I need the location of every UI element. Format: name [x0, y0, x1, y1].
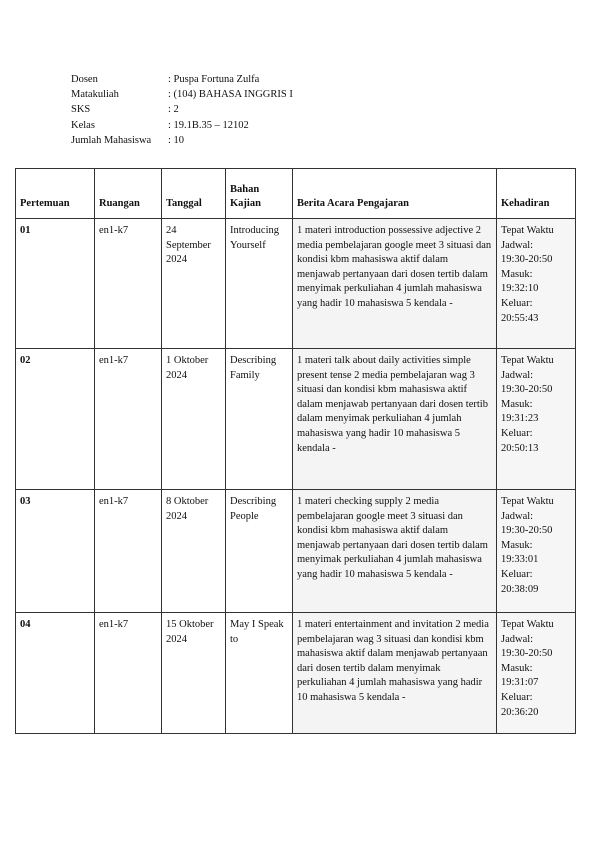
- header-bahan-kajian: Bahan Kajian: [226, 169, 293, 219]
- info-label: Dosen: [71, 74, 98, 85]
- table-row: [16, 349, 576, 490]
- cell-berita-acara: 1 materi talk about daily activities simple present tense 2 media pembelajaran wag 3 situasi dan kondisi kbm mahasiswa aktif dalam menjawab pertanyaan dari dosen tertib dalam menyimak perkuliahan 4 jumlah mahasiswa yang hadir 10 mahasiswa 5 kendala -: [293, 349, 497, 490]
- cell-pertemuan: 03: [16, 490, 95, 613]
- info-label: Matakuliah: [71, 89, 119, 101]
- kehadiran-masuk-value: 19:31:07: [501, 677, 539, 689]
- kehadiran-jadwal-value: 19:30-20:50: [501, 384, 553, 396]
- cell-bahan-kajian: Describing Family: [226, 349, 293, 490]
- cell-kehadiran: [497, 613, 576, 734]
- kehadiran-keluar-label: Keluar:: [501, 297, 533, 309]
- kehadiran-jadwal-value: 19:30-20:50: [501, 525, 553, 537]
- info-label: Kelas: [71, 119, 95, 131]
- cell-berita-acara: 1 materi checking supply 2 media pembelajaran google meet 3 situasi dan kondisi kbm mahasiswa aktif dalam menjawab pertanyaan dari dosen tertib dalam menyimak perkuliahan 4 jumlah mahasiswa yang hadir 10 mahasiswa 5 kendala -: [293, 490, 497, 613]
- table-row: [16, 613, 576, 734]
- cell-tanggal: 24 September 2024: [162, 219, 226, 349]
- kehadiran-masuk-value: 19:33:01: [501, 554, 539, 566]
- cell-kehadiran: [497, 490, 576, 613]
- kehadiran-keluar-value: 20:38:09: [501, 583, 539, 595]
- info-row-dosen: [71, 72, 293, 87]
- header-ruangan: Ruangan: [95, 169, 162, 219]
- kehadiran-keluar-label: Keluar:: [501, 568, 533, 580]
- header-kehadiran: Kehadiran: [497, 169, 576, 219]
- kehadiran-jadwal-label: Jadwal:: [501, 633, 534, 645]
- cell-berita-acara: 1 materi entertainment and invitation 2 media pembelajaran wag 3 situasi dan kondisi kbm mahasiswa aktif dalam menjawab pertanyaan dari dosen tertib dalam menyimak perkuliahan 4 jumlah mahasiswa yang hadir 10 mahasiswa 5 kendala -: [293, 613, 497, 734]
- attendance-table: [15, 168, 576, 734]
- kehadiran-masuk-value: 19:32:10: [501, 283, 539, 295]
- kehadiran-keluar-label: Keluar:: [501, 427, 533, 439]
- info-row-jumlah-mahasiswa: [71, 133, 293, 148]
- kehadiran-jadwal-value: 19:30-20:50: [501, 254, 553, 266]
- kehadiran-jadwal-value: 19:30-20:50: [501, 648, 553, 660]
- course-info: [71, 72, 293, 148]
- kehadiran-status: Tepat Waktu: [501, 619, 554, 630]
- kehadiran-jadwal-label: Jadwal:: [501, 510, 534, 522]
- cell-ruangan: en1-k7: [95, 219, 162, 349]
- kehadiran-keluar-value: 20:55:43: [501, 312, 539, 324]
- kehadiran-keluar-value: 20:36:20: [501, 706, 539, 718]
- info-value: : 2: [168, 104, 179, 116]
- kehadiran-masuk-value: 19:31:23: [501, 413, 539, 425]
- cell-bahan-kajian: Describing People: [226, 490, 293, 613]
- info-value: : 10: [168, 134, 185, 146]
- kehadiran-masuk-label: Masuk:: [501, 398, 533, 410]
- info-label: SKS: [71, 104, 91, 116]
- cell-pertemuan: 02: [16, 349, 95, 490]
- header-berita-acara: Berita Acara Pengajaran: [293, 169, 497, 219]
- kehadiran-status: Tepat Waktu: [501, 496, 554, 507]
- info-value: : 19.1B.35 – 12102: [168, 119, 249, 131]
- info-value: : (104) BAHASA INGGRIS I: [168, 89, 293, 101]
- cell-tanggal: 1 Oktober 2024: [162, 349, 226, 490]
- cell-kehadiran: [497, 349, 576, 490]
- info-row-matakuliah: [71, 87, 293, 102]
- kehadiran-status: Tepat Waktu: [501, 355, 554, 366]
- info-label: Jumlah Mahasiswa: [71, 134, 152, 146]
- kehadiran-jadwal-label: Jadwal:: [501, 239, 534, 251]
- cell-tanggal: 15 Oktober 2024: [162, 613, 226, 734]
- cell-bahan-kajian: May I Speak to: [226, 613, 293, 734]
- cell-bahan-kajian: Introducing Yourself: [226, 219, 293, 349]
- kehadiran-masuk-label: Masuk:: [501, 268, 533, 280]
- table-header-row: [16, 169, 576, 219]
- cell-tanggal: 8 Oktober 2024: [162, 490, 226, 613]
- cell-ruangan: en1-k7: [95, 490, 162, 613]
- header-pertemuan: Pertemuan: [16, 169, 95, 219]
- kehadiran-keluar-label: Keluar:: [501, 691, 533, 703]
- kehadiran-keluar-value: 20:50:13: [501, 442, 539, 454]
- cell-pertemuan: 01: [16, 219, 95, 349]
- info-row-kelas: [71, 118, 293, 133]
- cell-kehadiran: [497, 219, 576, 349]
- kehadiran-status: Tepat Waktu: [501, 225, 554, 236]
- table-row: [16, 490, 576, 613]
- cell-berita-acara: 1 materi introduction possessive adjective 2 media pembelajaran google meet 3 situasi dan kondisi kbm mahasiswa aktif dalam menjawab pertanyaan dari dosen tertib dalam menyimak perkuliahan 4 jumlah mahasiswa yang hadir 10 mahasiswa 5 kendala -: [293, 219, 497, 349]
- kehadiran-masuk-label: Masuk:: [501, 539, 533, 551]
- kehadiran-masuk-label: Masuk:: [501, 662, 533, 674]
- cell-ruangan: en1-k7: [95, 613, 162, 734]
- table-row: [16, 219, 576, 349]
- info-row-sks: [71, 102, 293, 117]
- info-value: : Puspa Fortuna Zulfa: [168, 74, 260, 85]
- cell-pertemuan: 04: [16, 613, 95, 734]
- kehadiran-jadwal-label: Jadwal:: [501, 369, 534, 381]
- header-tanggal: Tanggal: [162, 169, 226, 219]
- cell-ruangan: en1-k7: [95, 349, 162, 490]
